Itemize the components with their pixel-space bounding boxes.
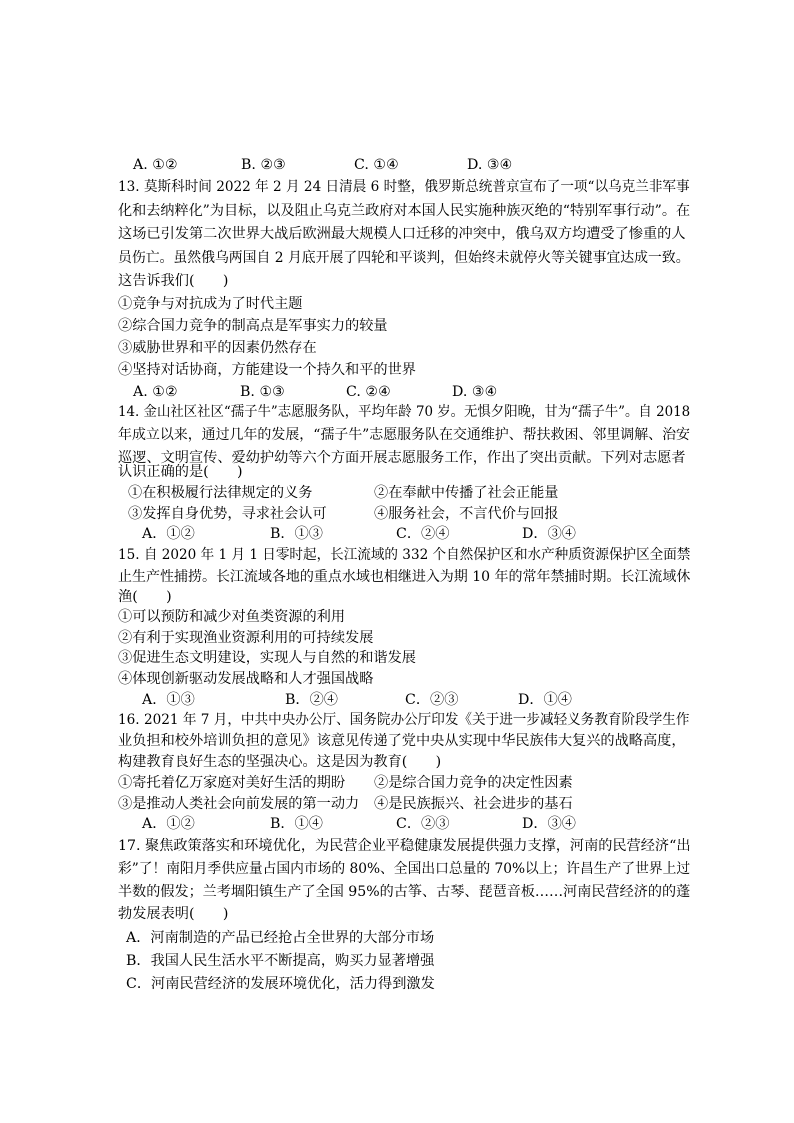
- option-a: A．①②: [142, 526, 195, 542]
- statement-item: ④服务社会，不言代价与回报: [374, 506, 559, 522]
- option-b: B．②④: [285, 692, 338, 708]
- option-b: B. ①③: [240, 384, 285, 400]
- option-b: B．我国人民生活水平不断提高，购买力显著增强: [126, 953, 435, 969]
- question-text-line: 化和去纳粹化”为目标，以及阻止乌克兰政府对本国人民实施种族灭绝的“特别军事行动”。在: [118, 203, 691, 219]
- statement-item: ④是民族振兴、社会进步的基石: [374, 796, 573, 812]
- statement-item: ③是推动人类社会向前发展的第一动力: [118, 796, 360, 812]
- question-text-line: 员伤亡。虽然俄乌两国自 2 月底开展了四轮和平谈判，但始终未就停火等关键事宜达成一致。: [118, 250, 690, 266]
- question-text-line: 年成立以来，通过几年的发展，“孺子牛”志愿服务队在交通维护、帮扶救困、邻里调解、治安: [118, 427, 691, 443]
- option-d: D. ③④: [467, 157, 513, 173]
- option-a: A. ①②: [133, 157, 178, 173]
- statement-item: ③促进生态文明建设，实现人与自然的和谐发展: [118, 650, 416, 666]
- option-d: D. ③④: [452, 384, 498, 400]
- option-a: A. ①②: [133, 384, 178, 400]
- statement-item: ④体现创新驱动发展战略和人才强国战略: [118, 671, 374, 687]
- option-a: A．①②: [142, 816, 195, 832]
- question-text-line: 彩”了！南阳月季供应量占国内市场的 80%、全国出口总量的 70%以上；许昌生产了世界上过: [118, 861, 691, 877]
- question-text-line: 15. 自 2020 年 1 月 1 日零时起，长江流域的 332 个自然保护区和水产种质资源保护区全面禁: [118, 547, 691, 563]
- option-c: C．河南民营经济的发展环境优化，活力得到激发: [126, 976, 435, 992]
- option-b: B. ②③: [241, 157, 286, 173]
- question-text-line: 16. 2021 年 7 月，中共中央办公厅、国务院办公厅印发《关于进一步减轻义务教育阶段学生作: [118, 712, 690, 728]
- statement-item: ①竞争与对抗成为了时代主题: [118, 296, 303, 312]
- statement-item: ②在奉献中传播了社会正能量: [374, 485, 559, 501]
- statement-item: ②综合国力竞争的制高点是军事实力的较量: [118, 318, 388, 334]
- option-c: C. ②④: [346, 384, 391, 400]
- statement-item: ①在积极履行法律规定的义务: [128, 485, 313, 501]
- option-b: B．①④: [270, 816, 323, 832]
- option-b: B．①③: [270, 526, 323, 542]
- statement-item: ③威胁世界和平的因素仍然存在: [118, 340, 317, 356]
- statement-item: ③发挥自身优势，寻求社会认可: [128, 506, 327, 522]
- question-text-line: 这场已引发第二次世界大战后欧洲最大规模人口迁移的冲突中，俄乌双方均遭受了惨重的人: [118, 226, 686, 242]
- statement-item: ②是综合国力竞争的决定性因素: [374, 775, 573, 791]
- statement-item: ④坚持对话协商，方能建设一个持久和平的世界: [118, 362, 416, 378]
- option-c: C．②③: [396, 816, 450, 832]
- question-text-line: 半数的假发；兰考堌阳镇生产了全国 95%的古筝、古琴、琵琶音板……河南民营经济的的蓬: [118, 884, 691, 900]
- question-text-line: 勃发展表明( ): [118, 906, 229, 922]
- option-a: A．①③: [142, 692, 195, 708]
- option-a: A．河南制造的产品已经抢占全世界的大部分市场: [126, 930, 435, 946]
- question-text-line: 这告诉我们( ): [118, 273, 229, 289]
- question-text-line: 构建教育良好生态的坚强决心。这是因为教育( ): [118, 754, 442, 770]
- question-text-line: 认识正确的是( ): [118, 464, 243, 480]
- question-text-line: 14. 金山社区社区“孺子牛”志愿服务队，平均年龄 70 岁。无惧夕阳晚，甘为“孺子牛”。自 2018: [118, 404, 691, 420]
- question-text-line: 业负担和校外培训负担的意见》该意见传递了党中央从实现中华民族伟大复兴的战略高度，: [118, 733, 686, 749]
- question-text-line: 13. 莫斯科时间 2022 年 2 月 24 日清晨 6 时整，俄罗斯总统普京宣布了一项“以乌克兰非军事: [118, 179, 690, 195]
- question-text-line: 渔( ): [118, 589, 172, 605]
- option-d: D．③④: [522, 816, 576, 832]
- question-text-line: 巡逻、文明宣传、爱幼护幼等六个方面开展志愿服务工作，作出了突出贡献。下列对志愿者: [118, 450, 686, 466]
- statement-item: ①寄托着亿万家庭对美好生活的期盼: [118, 775, 346, 791]
- statement-item: ①可以预防和减少对鱼类资源的利用: [118, 609, 346, 625]
- option-c: C. ①④: [354, 157, 399, 173]
- option-c: C．②③: [405, 692, 459, 708]
- question-text-line: 17. 聚焦政策落实和环境优化，为民营企业平稳健康发展提供强力支撑，河南的民营经济“出: [118, 838, 691, 854]
- option-d: D．①④: [518, 692, 572, 708]
- option-d: D．③④: [522, 526, 576, 542]
- question-text-line: 止生产性捕捞。长江流域各地的重点水域也相继进入为期 10 年的常年禁捕时期。长江流域休: [118, 569, 691, 585]
- option-c: C．②④: [396, 526, 450, 542]
- statement-item: ②有利于实现渔业资源利用的可持续发展: [118, 630, 374, 646]
